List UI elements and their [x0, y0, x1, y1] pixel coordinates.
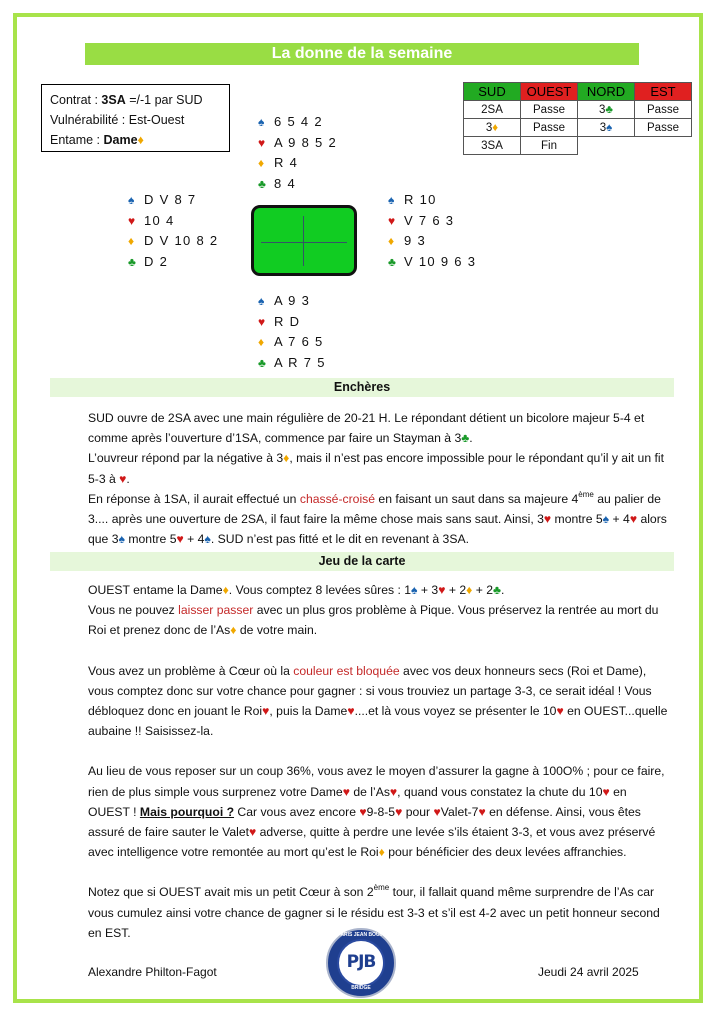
paragraph: Au lieu de vous reposer sur un coup 36%, vous avez le moyen d’assurer la gagne à 100O% ; pour ce faire, rien de plus simple vous surprenez votre Dame♥ de l’As♥, quand vous constatez la chute du 10♥ en OUEST ! Mais pourquoi ? Car vous avez encore ♥9-8-5♥ pour ♥Valet-7♥ en défense. Ainsi, vous êtes assuré de faire sauter le Valet♥ adverse, quitte à perdre une levée s’ils étaient 3-3, et vous avez préservé avec intelligence votre remontée au mort qu’est le Roi♦ pour bénéficier des deux levées affranchies.	[88, 764, 665, 860]
bid-cell: 3♦	[464, 119, 521, 137]
paragraph: En réponse à 1SA, il aurait effectué un chassé-croisé en faisant un saut dans sa majeure 4ème au palier de 3.... après une ouverture de 2SA, il faut faire la même chose mais sans saut. Ainsi, 3♥ montre 5♠ + 4♥ alors que 3♠ montre 5♥ + 4♠. SUD n’est pas fitté et le dit en revenant à 3SA.	[88, 489, 667, 547]
spade-icon: ♠	[258, 115, 265, 129]
section-heading-encheres: Enchères	[50, 378, 674, 397]
header-ouest: OUEST	[521, 83, 578, 101]
page-title: La donne de la semaine	[85, 43, 639, 65]
paragraph: OUEST entame la Dame♦. Vous comptez 8 levées sûres : 1♠ + 3♥ + 2♦ + 2♣.	[88, 583, 505, 597]
header-nord: NORD	[578, 83, 635, 101]
paragraph: L’ouvreur répond par la négative à 3♦, mais il n’est pas encore impossible pour le répondant qu’il y ait un fit 5-3 à ♥.	[88, 451, 664, 486]
north-hearts: A 9 8 5 2	[274, 134, 338, 150]
bid-cell: Passe	[635, 101, 692, 119]
suit-icon: ♦	[492, 121, 499, 134]
diamond-icon: ♦	[258, 335, 265, 349]
diamond-icon: ♦	[258, 156, 265, 170]
club-icon: ♣	[258, 355, 266, 370]
bidding-row	[464, 137, 692, 155]
table-vertical-line	[303, 216, 304, 266]
north-spades: 6 5 4 2	[274, 114, 323, 129]
east-hearts: V 7 6 3	[404, 212, 455, 228]
west-hearts: 10 4	[144, 212, 175, 228]
bid-cell: Passe	[635, 119, 692, 137]
heart-icon: ♥	[128, 213, 136, 228]
spacer	[88, 741, 668, 761]
west-spades: D V 8 7	[144, 192, 197, 207]
bidding-row	[464, 101, 692, 119]
club-icon: ♣	[128, 254, 136, 269]
bid-cell: Passe	[521, 119, 578, 137]
south-diamonds: A 7 6 5	[274, 334, 324, 349]
bid-cell-empty	[578, 137, 635, 155]
hand-south	[258, 291, 326, 373]
bid-cell-empty	[635, 137, 692, 155]
west-clubs: D 2	[144, 253, 169, 269]
south-clubs: A R 7 5	[274, 354, 326, 370]
date: Jeudi 24 avril 2025	[538, 965, 639, 979]
bid-cell: 3♠	[578, 119, 635, 137]
club-logo: PARIS JEAN BOUIN PJB BRIDGE	[326, 928, 396, 998]
diamond-icon: ♦	[388, 234, 395, 248]
spacer	[88, 862, 668, 882]
east-spades: R 10	[404, 192, 437, 207]
north-clubs: 8 4	[274, 175, 296, 191]
section-heading-jeu: Jeu de la carte	[50, 552, 674, 571]
hand-east	[388, 190, 476, 272]
heart-icon: ♥	[388, 213, 396, 228]
bridge-table	[251, 205, 357, 276]
club-icon: ♣	[258, 176, 266, 191]
suit-icon: ♣	[605, 103, 613, 116]
hand-west	[128, 190, 218, 272]
jeu-text	[88, 580, 668, 943]
paragraph: Vous avez un problème à Cœur où la couleur est bloquée avec vos deux honneurs secs (Roi et Dame), vous comptez donc sur votre chance pour gagner : si vous trouviez un partage 3-3, ce serait idéal ! Vous débloquez donc en jouant le Roi♥, puis la Dame♥....et là vous voyez se présenter le 10♥ en OUEST...quelle aubaine !! Saisissez-la.	[88, 663, 668, 739]
bidding-row	[464, 119, 692, 137]
paragraph: Notez que si OUEST avait mis un petit Cœur à son 2ème tour, il fallait quand même surprendre de l’As car vous cumulez ainsi votre chance de gagner si le résidu est 3-3 et s’il est 4-2 avec un petit honneur second en EST.	[88, 883, 660, 940]
spade-icon: ♠	[258, 294, 265, 308]
author: Alexandre Philton-Fagot	[88, 965, 217, 979]
south-spades: A 9 3	[274, 293, 311, 308]
spade-icon: ♠	[128, 193, 135, 207]
bid-cell: 2SA	[464, 101, 521, 119]
hand-north	[258, 112, 337, 194]
west-diamonds: D V 10 8 2	[144, 233, 219, 248]
club-icon: ♣	[388, 254, 396, 269]
vulnerability-line: Vulnérabilité : Est-Ouest	[50, 113, 185, 127]
south-hearts: R D	[274, 313, 301, 329]
header-sud: SUD	[464, 83, 521, 101]
bid-cell: Passe	[521, 101, 578, 119]
header-est: EST	[635, 83, 692, 101]
east-clubs: V 10 9 6 3	[404, 253, 477, 269]
heart-icon: ♥	[258, 314, 266, 329]
spade-icon: ♠	[388, 193, 395, 207]
contract-box	[41, 84, 230, 152]
lead-line: Entame : Dame♦	[50, 133, 144, 147]
paragraph: Vous ne pouvez laisser passer avec un plus gros problème à Pique. Vous préservez la rentrée au mort du Roi et prenez donc de l’As♦ de votre main.	[88, 603, 659, 638]
bid-cell: 3♣	[578, 101, 635, 119]
bid-cell: Fin	[521, 137, 578, 155]
diamond-icon: ♦	[128, 234, 135, 248]
north-diamonds: R 4	[274, 155, 299, 170]
table-horizontal-line	[261, 242, 347, 243]
east-diamonds: 9 3	[404, 233, 426, 248]
bid-cell: 3SA	[464, 137, 521, 155]
paragraph: SUD ouvre de 2SA avec une main régulière de 20-21 H. Le répondant détient un bicolore majeur 5-4 et comme après l’ouverture d’1SA, commence par faire un Stayman à 3♣.	[88, 411, 645, 446]
heart-icon: ♥	[258, 135, 266, 150]
bidding-table	[463, 82, 692, 155]
bidding-header-row	[464, 83, 692, 101]
spacer	[88, 641, 668, 661]
suit-icon: ♠	[606, 121, 613, 134]
encheres-text	[88, 408, 668, 549]
contract-line: Contrat : 3SA =/-1 par SUD	[50, 93, 203, 107]
